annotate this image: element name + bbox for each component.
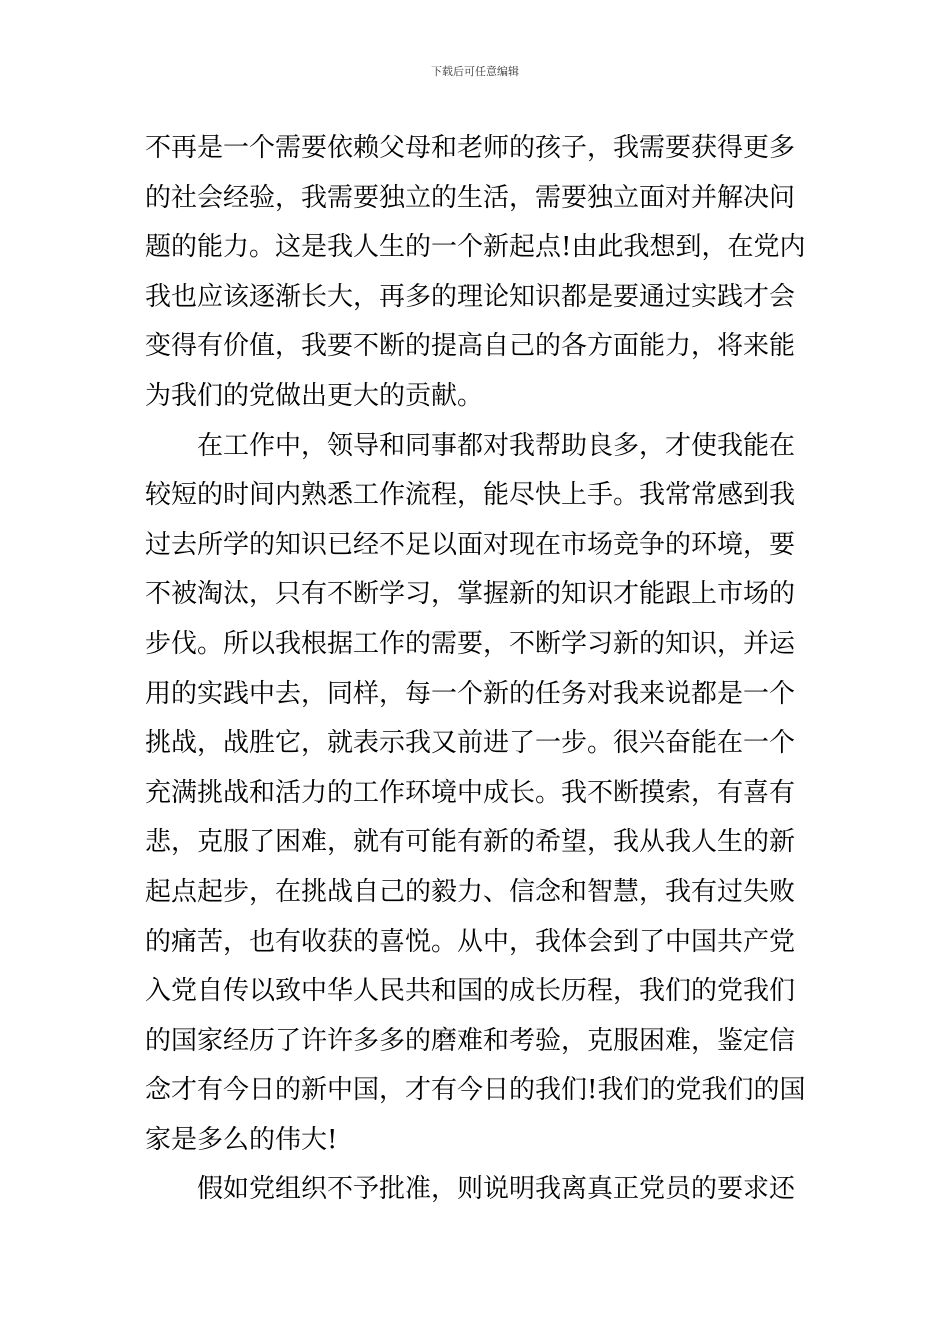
text-line: 家是多么的伟大! bbox=[145, 1124, 338, 1155]
text-line: 我也应该逐渐长大，再多的理论知识都是要通过实践才会 bbox=[145, 281, 796, 312]
text-line: 在工作中，领导和同事都对我帮助良多，才使我能在 bbox=[145, 430, 796, 461]
text-line: 的国家经历了许许多多的磨难和考验，克服困难，鉴定信 bbox=[145, 1025, 796, 1056]
document-body bbox=[145, 124, 810, 1215]
text-line: 入党自传以致中华人民共和国的成长历程，我们的党我们 bbox=[145, 976, 796, 1007]
text-line: 起点起步，在挑战自己的毅力、信念和智慧，我有过失败 bbox=[145, 876, 796, 907]
text-line: 悲，克服了困难，就有可能有新的希望，我从我人生的新 bbox=[145, 827, 796, 858]
text-line: 的社会经验，我需要独立的生活，需要独立面对并解决问 bbox=[145, 182, 796, 213]
text-line: 的痛苦，也有收获的喜悦。从中，我体会到了中国共产党 bbox=[145, 926, 796, 957]
text-line: 假如党组织不予批准，则说明我离真正党员的要求还 bbox=[145, 1174, 796, 1205]
text-line: 题的能力。这是我人生的一个新起点!由此我想到，在党内 bbox=[145, 232, 806, 263]
text-line: 不被淘汰，只有不断学习，掌握新的知识才能跟上市场的 bbox=[145, 579, 796, 610]
text-line: 用的实践中去，同样，每一个新的任务对我来说都是一个 bbox=[145, 678, 796, 709]
text-line: 念才有今日的新中国，才有今日的我们!我们的党我们的国 bbox=[145, 1075, 806, 1106]
text-line: 过去所学的知识已经不足以面对现在市场竞争的环境，要 bbox=[145, 529, 796, 560]
page-header: 下载后可任意编辑 bbox=[431, 65, 519, 78]
text-line: 为我们的党做出更大的贡献。 bbox=[145, 380, 484, 411]
text-line: 变得有价值，我要不断的提高自己的各方面能力，将来能 bbox=[145, 331, 796, 362]
text-line: 较短的时间内熟悉工作流程，能尽快上手。我常常感到我 bbox=[145, 480, 796, 511]
text-line: 不再是一个需要依赖父母和老师的孩子，我需要获得更多 bbox=[145, 133, 796, 163]
text-line: 充满挑战和活力的工作环境中成长。我不断摸索，有喜有 bbox=[145, 777, 796, 808]
text-line: 挑战，战胜它，就表示我又前进了一步。很兴奋能在一个 bbox=[145, 728, 796, 759]
text-line: 步伐。所以我根据工作的需要，不断学习新的知识，并运 bbox=[145, 628, 796, 659]
